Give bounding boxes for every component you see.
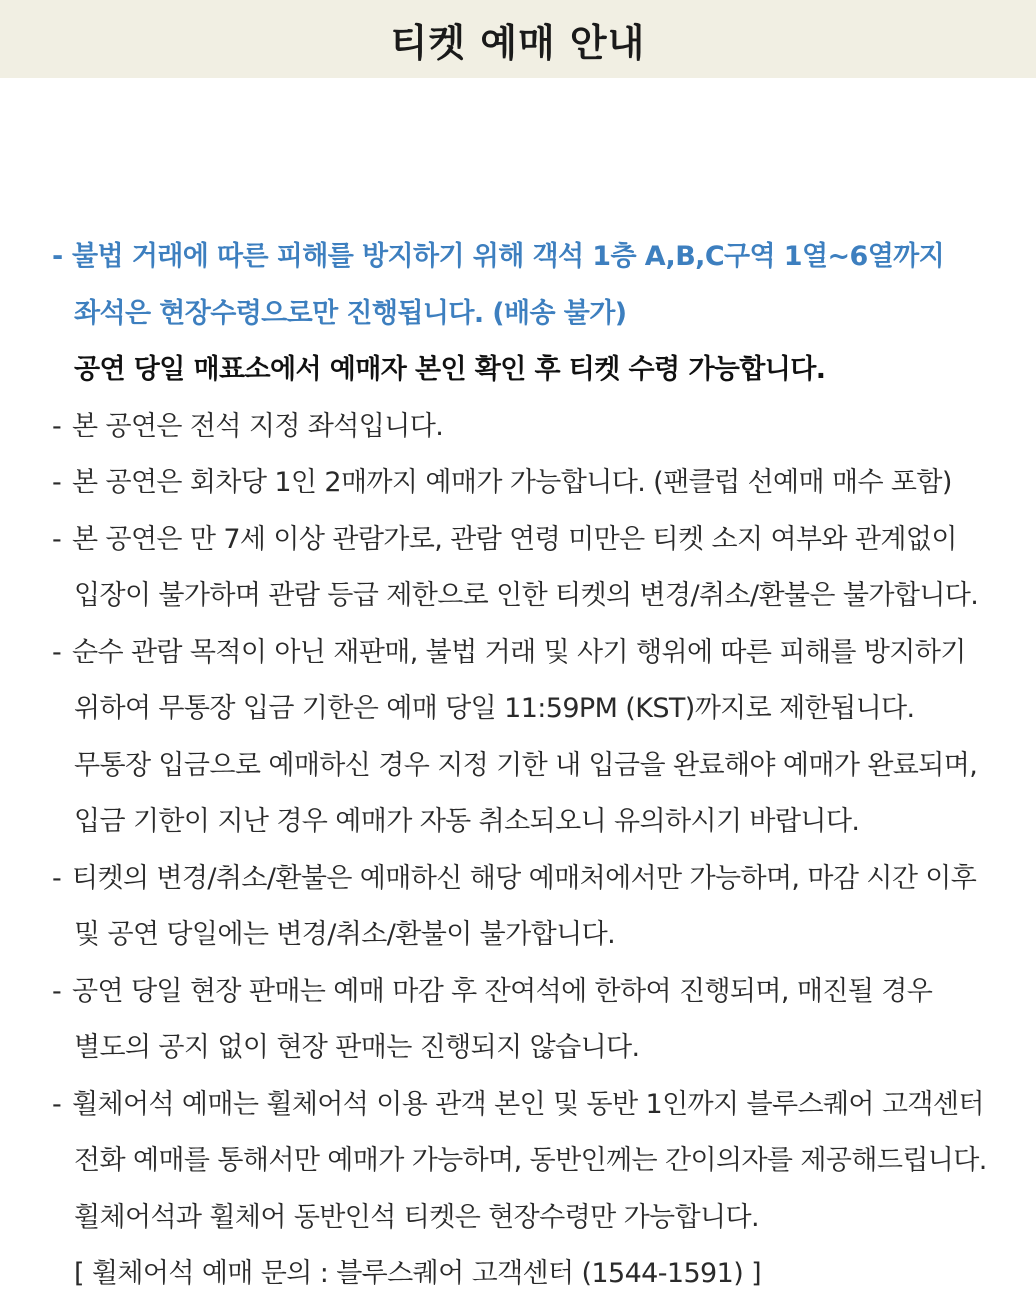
bullet-dash: - xyxy=(52,410,62,442)
notice-text: 휠체어석 예매는 휠체어석 이용 관객 본인 및 동반 1인까지 블루스퀘어 고객센터 xyxy=(72,1088,984,1120)
notice-text: 입장이 불가하며 관람 등급 제한으로 인한 티켓의 변경/취소/환불은 불가합니다. xyxy=(74,580,979,611)
notice-text: 불법 거래에 따른 피해를 방지하기 위해 객석 1층 A,B,C구역 1열~6열까지 xyxy=(72,241,945,272)
notice-item xyxy=(52,637,966,669)
notice-text: 본 공연은 회차당 1인 2매까지 예매가 가능합니다. (팬클럽 선예매 매수 포함) xyxy=(72,467,952,498)
notice-text: 공연 당일 현장 판매는 예매 마감 후 잔여석에 한하여 진행되며, 매진될 경우 xyxy=(72,975,933,1007)
notice-item xyxy=(52,976,932,1008)
notice-text: 본 공연은 만 7세 이상 관람가로, 관람 연령 미만은 티켓 소지 여부와 관계없이 xyxy=(72,523,957,555)
bullet-dash: - xyxy=(52,636,62,668)
bullet-dash: - xyxy=(52,862,62,894)
notice-text: 좌석은 현장수령으로만 진행됩니다. (배송 불가) xyxy=(74,297,627,329)
notice-item xyxy=(52,1089,984,1121)
notice-text: 전화 예매를 통해서만 예매가 가능하며, 동반인께는 간이의자를 제공해드립니다. xyxy=(74,1145,987,1176)
notice-item xyxy=(52,863,976,895)
notice-text: 및 공연 당일에는 변경/취소/환불이 불가합니다. xyxy=(74,919,616,950)
bullet-dash: - xyxy=(52,1088,62,1120)
bullet-dash: - xyxy=(52,467,62,498)
notice-text: 위하여 무통장 입금 기한은 예매 당일 11:59PM (KST)까지로 제한됩니다. xyxy=(74,693,915,724)
bullet-dash: - xyxy=(52,975,62,1007)
bullet-dash: - xyxy=(52,523,62,555)
notice-continuation xyxy=(74,693,915,725)
notice-continuation xyxy=(74,1202,759,1234)
notice-text: 순수 관람 목적이 아닌 재판매, 불법 거래 및 사기 행위에 따른 피해를 방지하기 xyxy=(72,636,966,668)
notice-text: 본 공연은 전석 지정 좌석입니다. xyxy=(72,410,444,442)
notice-item xyxy=(52,467,952,499)
notice-continuation xyxy=(74,1032,640,1064)
notice-item xyxy=(52,241,944,273)
page-title: 티켓 예매 안내 xyxy=(390,20,646,65)
notice-text: 공연 당일 매표소에서 예매자 본인 확인 후 티켓 수령 가능합니다. xyxy=(74,354,826,385)
notice-text: 입금 기한이 지난 경우 예매가 자동 취소되오니 유의하시기 바랍니다. xyxy=(74,806,860,837)
notice-item xyxy=(52,411,443,443)
bullet-dash: - xyxy=(52,241,63,272)
notice-continuation xyxy=(74,750,977,782)
notice-continuation xyxy=(74,1258,761,1290)
notice-text: 티켓의 변경/취소/환불은 예매하신 해당 예매처에서만 가능하며, 마감 시간 이후 xyxy=(72,862,977,894)
notice-continuation xyxy=(74,1145,987,1177)
notice-text: 휠체어석과 휠체어 동반인석 티켓은 현장수령만 가능합니다. xyxy=(74,1201,759,1233)
header-bar xyxy=(0,0,1036,78)
notice-text: [ 휠체어석 예매 문의 : 블루스퀘어 고객센터 (1544-1591) ] xyxy=(74,1258,762,1289)
notice-continuation xyxy=(74,354,825,386)
notice-continuation xyxy=(74,298,627,330)
notice-continuation xyxy=(74,919,615,951)
notice-item xyxy=(52,524,957,556)
notice-text: 별도의 공지 없이 현장 판매는 진행되지 않습니다. xyxy=(74,1032,640,1063)
notice-continuation xyxy=(74,580,978,612)
notice-body xyxy=(0,78,1036,1289)
notice-continuation xyxy=(74,806,859,838)
notice-text: 무통장 입금으로 예매하신 경우 지정 기한 내 입금을 완료해야 예매가 완료되며, xyxy=(74,749,978,781)
